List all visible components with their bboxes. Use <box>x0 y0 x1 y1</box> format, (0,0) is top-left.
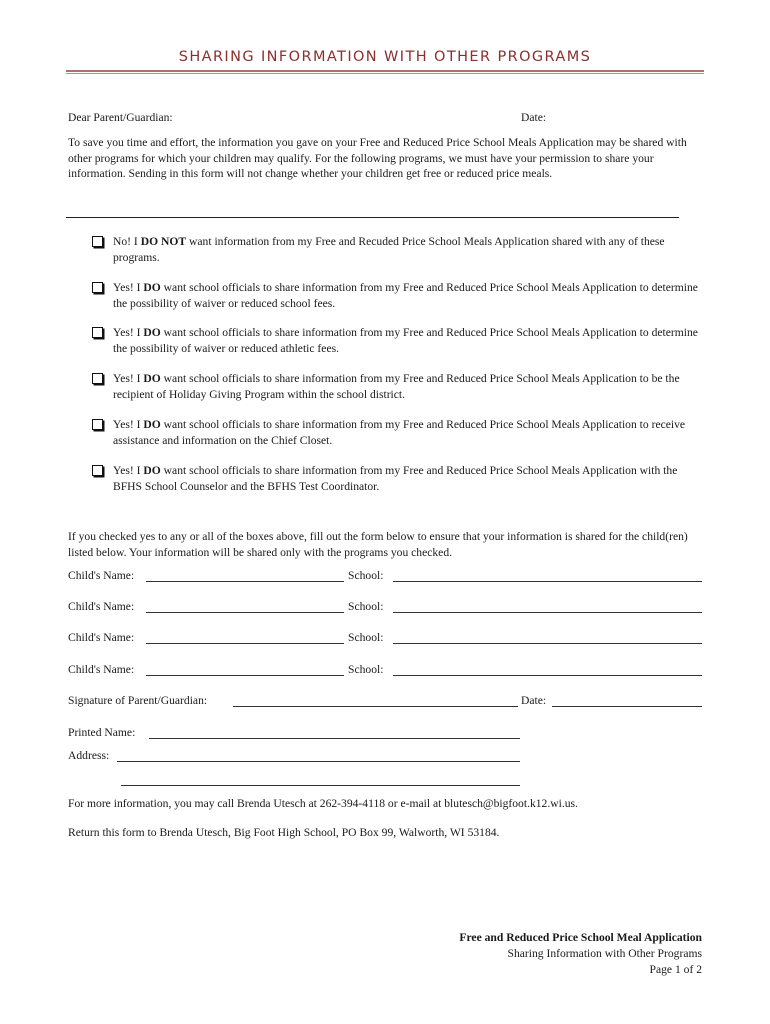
section-divider <box>66 217 679 218</box>
printed-name-label: Printed Name: <box>68 726 136 739</box>
school-field[interactable] <box>393 581 702 582</box>
signature-field[interactable] <box>233 706 518 707</box>
address-label: Address: <box>68 749 110 762</box>
signature-date-label: Date: <box>521 694 547 707</box>
checkbox[interactable] <box>92 465 103 476</box>
school-label: School: <box>348 631 384 644</box>
school-label: School: <box>348 663 384 676</box>
page-number: Page 1 of 2 <box>649 963 702 976</box>
child-name-field[interactable] <box>146 643 344 644</box>
option-text: Yes! I DO want school officials to share information from my Free and Reduced Price School Meals Application to determine the possibility of waiver or reduced school fees. <box>113 281 698 310</box>
checkbox[interactable] <box>92 373 103 384</box>
signature-label: Signature of Parent/Guardian: <box>68 694 208 707</box>
school-field[interactable] <box>393 643 702 644</box>
footer <box>459 930 702 978</box>
child-name-label: Child's Name: <box>68 663 135 676</box>
more-info-text: For more information, you may call Brenda Utesch at 262-394-4118 or e-mail at blutesch@bigfoot.k12.wi.us. <box>68 797 578 810</box>
footer-subtitle: Sharing Information with Other Programs <box>507 947 702 960</box>
child-name-field[interactable] <box>146 581 344 582</box>
checkbox[interactable] <box>92 282 103 293</box>
child-name-field[interactable] <box>146 675 344 676</box>
page-title: SHARING INFORMATION WITH OTHER PROGRAMS <box>178 49 592 65</box>
option-text: Yes! I DO want school officials to share information from my Free and Reduced Price School Meals Application to receive assistance and information on the Chief Closet. <box>113 418 686 447</box>
checkbox[interactable] <box>92 327 103 338</box>
printed-name-field[interactable] <box>149 738 520 739</box>
signature-date-field[interactable] <box>552 706 702 707</box>
child-name-label: Child's Name: <box>68 569 135 582</box>
child-name-field[interactable] <box>146 612 344 613</box>
footer-title: Free and Reduced Price School Meal Application <box>459 931 702 944</box>
school-field[interactable] <box>393 612 702 613</box>
child-name-label: Child's Name: <box>68 600 135 613</box>
checkbox[interactable] <box>92 419 103 430</box>
instructions-paragraph: If you checked yes to any or all of the boxes above, fill out the form below to ensure that your information is shared for the child(ren) listed below. Your information will be shared only with the programs you checked. <box>68 530 688 559</box>
intro-paragraph: To save you time and effort, the information you gave on your Free and Reduced Price School Meals Application may be shared with other programs for which your children may qualify. For the following programs, we must have your permission to share your information. Sending in this form will not change whether your children get free or reduced price meals. <box>68 136 687 180</box>
return-info-text: Return this form to Brenda Utesch, Big Foot High School, PO Box 99, Walworth, WI 53184. <box>68 826 500 839</box>
address-field-line2[interactable] <box>121 785 520 786</box>
option-text: Yes! I DO want school officials to share information from my Free and Reduced Price School Meals Application with the BFHS School Counselor and the BFHS Test Coordinator. <box>113 464 678 493</box>
date-label: Date: <box>521 111 547 124</box>
title-divider <box>66 70 704 72</box>
option-text: Yes! I DO want school officials to share information from my Free and Reduced Price School Meals Application to determine the possibility of waiver or reduced athletic fees. <box>113 326 698 355</box>
school-field[interactable] <box>393 675 702 676</box>
school-label: School: <box>348 569 384 582</box>
title-divider-thin <box>66 73 704 74</box>
school-label: School: <box>348 600 384 613</box>
address-field-line1[interactable] <box>117 761 520 762</box>
option-text: No! I DO NOT want information from my Free and Recuded Price School Meals Application shared with any of these programs. <box>113 235 665 264</box>
checkbox[interactable] <box>92 236 103 247</box>
greeting: Dear Parent/Guardian: <box>68 111 173 124</box>
child-name-label: Child's Name: <box>68 631 135 644</box>
option-text: Yes! I DO want school officials to share information from my Free and Reduced Price School Meals Application to be the recipient of Holiday Giving Program within the school district. <box>113 372 680 401</box>
